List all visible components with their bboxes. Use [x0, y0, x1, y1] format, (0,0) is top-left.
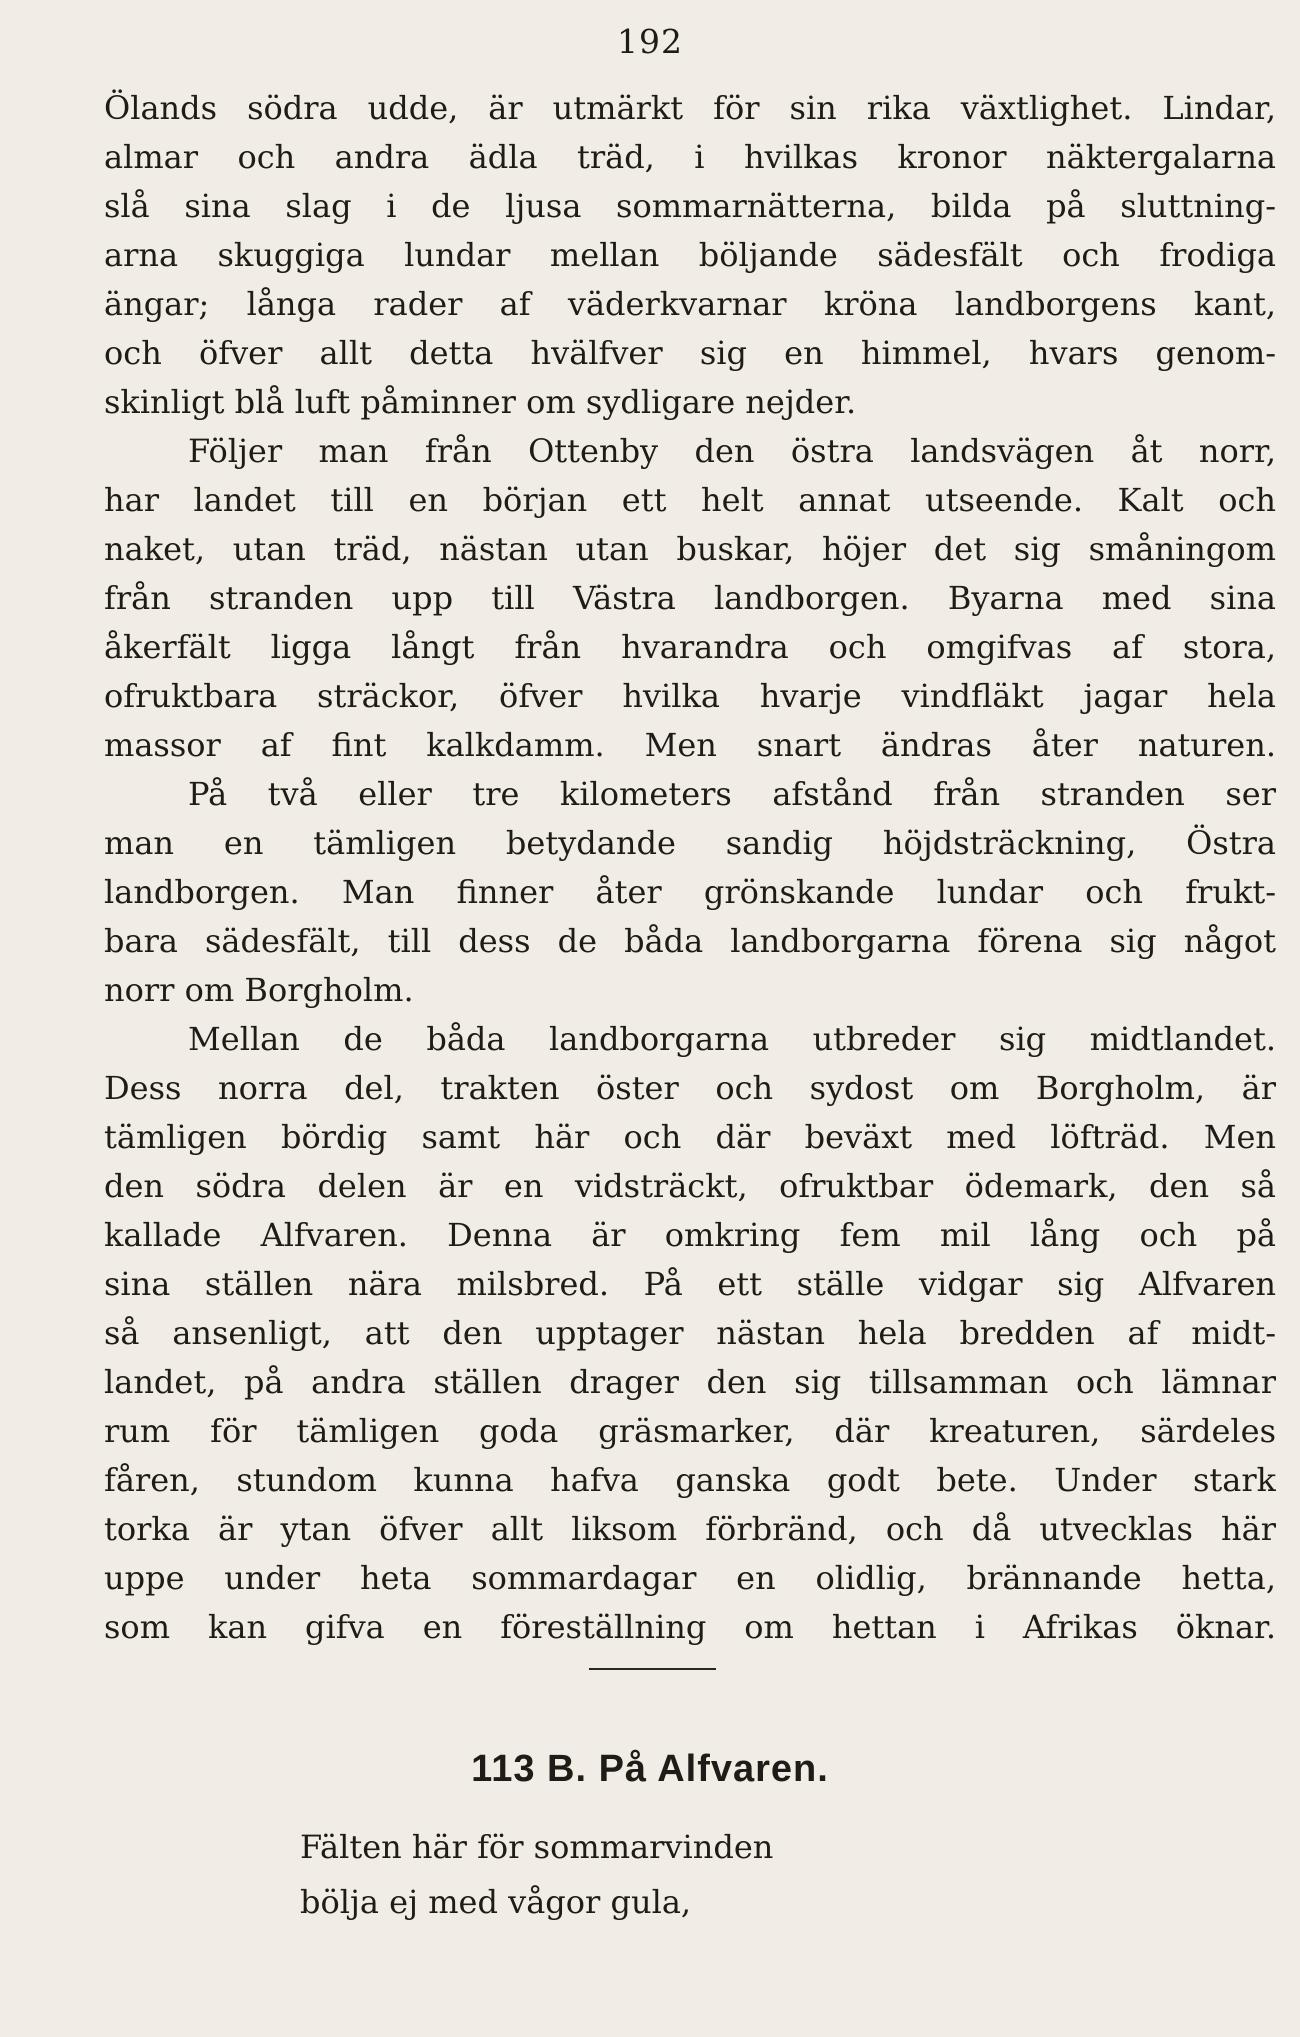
text-line: På två eller tre kilometers afstånd från stranden ser — [188, 775, 1276, 813]
text-line: massor af fint kalkdamm. Men snart ändras åter naturen. — [104, 726, 1276, 764]
page-number: 192 — [617, 22, 683, 61]
poem-line: bölja ej med vågor gula, — [300, 1883, 692, 1921]
text-line: bara sädesfält, till dess de båda landborgarna förena sig något — [104, 922, 1276, 960]
text-line: ofruktbara sträckor, öfver hvilka hvarje vindfläkt jagar hela — [104, 677, 1276, 715]
text-line: har landet till en början ett helt annat utseende. Kalt och — [104, 481, 1276, 519]
poem — [300, 1820, 773, 1930]
text-line: den södra delen är en vidsträckt, ofruktbar ödemark, den så — [104, 1167, 1276, 1205]
text-line: tämligen bördig samt här och där beväxt med löfträd. Men — [104, 1118, 1276, 1156]
text-line: Ölands södra udde, är utmärkt för sin rika växtlighet. Lindar, — [104, 89, 1276, 127]
text-line: Dess norra del, trakten öster och sydost om Borgholm, är — [104, 1069, 1276, 1107]
text-line: fåren, stundom kunna hafva ganska godt bete. Under stark — [104, 1461, 1276, 1499]
text-line: skinligt blå luft påminner om sydligare nejder. — [104, 383, 857, 421]
text-line: och öfver allt detta hvälfver sig en himmel, hvars genom- — [104, 334, 1276, 372]
text-line: sina ställen nära milsbred. På ett ställe vidgar sig Alfvaren — [104, 1265, 1276, 1303]
section-divider — [589, 1668, 716, 1670]
text-line: rum för tämligen goda gräsmarker, där kreaturen, särdeles — [104, 1412, 1276, 1450]
text-line: från stranden upp till Västra landborgen. Byarna med sina — [104, 579, 1276, 617]
text-line: torka är ytan öfver allt liksom förbränd, och då utvecklas här — [104, 1510, 1276, 1548]
text-line: Mellan de båda landborgarna utbreder sig midtlandet. — [188, 1020, 1276, 1058]
text-line: ängar; långa rader af väderkvarnar kröna landborgens kant, — [104, 285, 1276, 323]
text-line: uppe under heta sommardagar en olidlig, brännande hetta, — [104, 1559, 1276, 1597]
text-line: åkerfält ligga långt från hvarandra och omgifvas af stora, — [104, 628, 1276, 666]
text-line: som kan gifva en föreställning om hettan i Afrikas öknar. — [104, 1608, 1276, 1646]
text-line: så ansenligt, att den upptager nästan hela bredden af midt- — [104, 1314, 1276, 1352]
section-heading: 113 B. På Alfvaren. — [471, 1748, 829, 1790]
poem-line: Fälten här för sommarvinden — [300, 1828, 774, 1866]
text-line: naket, utan träd, nästan utan buskar, höjer det sig småningom — [104, 530, 1276, 568]
text-line: almar och andra ädla träd, i hvilkas kronor näktergalarna — [104, 138, 1276, 176]
text-line: slå sina slag i de ljusa sommarnätterna, bilda på sluttning- — [104, 187, 1276, 225]
text-line: landet, på andra ställen drager den sig tillsamman och lämnar — [104, 1363, 1276, 1401]
text-line: Följer man från Ottenby den östra landsvägen åt norr, — [188, 432, 1276, 470]
text-line: arna skuggiga lundar mellan böljande sädesfält och frodiga — [104, 236, 1276, 274]
text-line: norr om Borgholm. — [104, 971, 414, 1009]
text-line: man en tämligen betydande sandig höjdsträckning, Östra — [104, 824, 1276, 862]
text-line: kallade Alfvaren. Denna är omkring fem mil lång och på — [104, 1216, 1276, 1254]
body-text — [104, 84, 1276, 1652]
text-line: landborgen. Man finner åter grönskande lundar och frukt- — [104, 873, 1276, 911]
